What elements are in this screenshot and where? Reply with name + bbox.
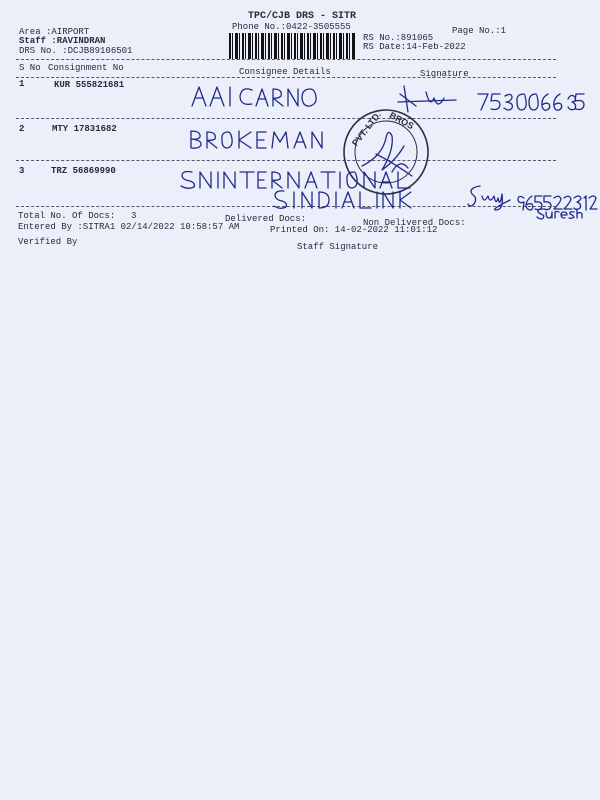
verified-by: Verified By [18,237,78,247]
row-2-divider [16,160,556,161]
handwritten-name-row-3-line-1 [178,168,438,190]
barcode [229,33,355,59]
total-docs-label: Total No. Of Docs: [18,211,116,221]
handwritten-name-row-3-line-2 [272,188,422,210]
staff-signature-label: Staff Signature [297,242,379,252]
column-signature: Signature [420,69,469,79]
row-1-divider [16,118,556,119]
printed-on: Printed On: 14-02-2022 11:01:12 [270,225,438,235]
signature-row-3 [466,182,514,212]
phone-number: Phone No.:0422-3505555 [232,22,351,32]
row-2-consignment: MTY 17831682 [52,124,117,134]
column-sno: S No [19,63,41,73]
entered-by: Entered By :SITRA1 02/14/2022 10:58:57 AM [18,222,240,232]
stamp-text-top: PVT. LTD. [350,109,384,148]
row-2-sno: 2 [19,124,25,134]
handwritten-phone-row-1 [476,90,586,112]
total-docs-value: 3 [131,211,137,221]
row-3-consignment: TRZ 56869990 [51,166,116,176]
header-divider [16,59,556,60]
row-3-sno: 3 [19,166,25,176]
rs-number: RS No.:891065 [363,33,434,43]
staff-field: Staff :RAVINDRAN [19,36,106,46]
handwritten-signer-name [536,207,586,221]
row-1-sno: 1 [19,79,25,89]
column-consignee: Consignee Details [239,67,331,77]
non-delivered-docs-label: Non Delivered Docs: [363,218,466,228]
drs-number: DRS No. :DCJB89106501 [19,46,133,56]
rs-date: RS Date:14-Feb-2022 [363,42,466,52]
handwritten-name-row-2 [188,128,328,152]
column-consignment: Consignment No [48,63,124,73]
row-1-consignment: KUR 555821681 [54,80,125,90]
delivered-docs-label: Delivered Docs: [225,214,307,224]
stamp-text-side: BROS [387,110,416,132]
report-title: TPC/CJB DRS - SITR [248,11,357,22]
page-number: Page No.:1 [452,26,507,36]
columns-divider [16,77,556,78]
area-field: Area :AIRPORT [19,27,90,37]
handwritten-name-row-1 [190,84,320,110]
